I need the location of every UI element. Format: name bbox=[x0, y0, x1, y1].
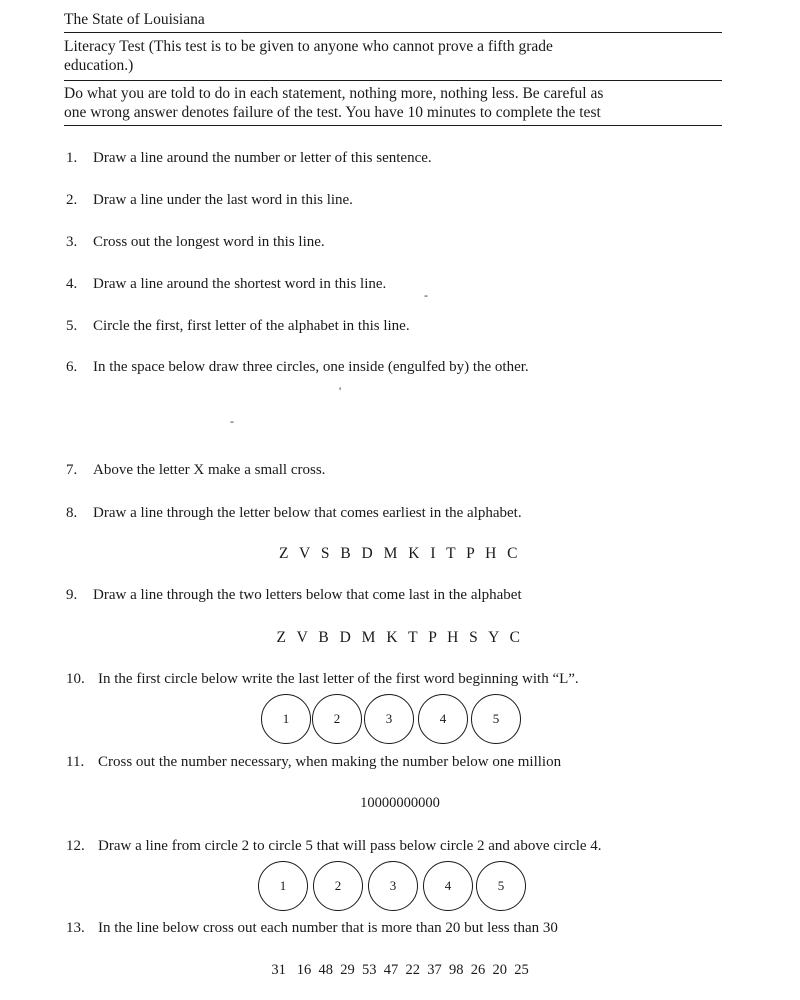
question-number: 12. bbox=[66, 838, 85, 854]
question-number: 4. bbox=[66, 276, 78, 292]
circle-1[interactable]: 1 bbox=[258, 861, 308, 911]
question-text: In the line below cross out each number that is more than 20 but less than 30 bbox=[98, 920, 558, 936]
circle-1[interactable]: 1 bbox=[261, 694, 311, 744]
header-rule-3 bbox=[64, 125, 722, 126]
question-number: 5. bbox=[66, 318, 78, 334]
drawing-space-q6[interactable] bbox=[90, 380, 710, 450]
question-number: 3. bbox=[66, 234, 78, 250]
question-text: Cross out the longest word in this line. bbox=[93, 234, 325, 250]
question-7[interactable] bbox=[66, 462, 325, 479]
question-number: 13. bbox=[66, 920, 85, 936]
question-10[interactable] bbox=[66, 671, 579, 688]
question-13[interactable] bbox=[66, 920, 558, 937]
circle-5[interactable]: 5 bbox=[471, 694, 521, 744]
question-number: 9. bbox=[66, 587, 78, 603]
question-text: In the first circle below write the last letter of the first word beginning with “L”. bbox=[98, 671, 579, 687]
stray-mark: - bbox=[424, 288, 428, 302]
instructions bbox=[64, 84, 722, 122]
question-4[interactable] bbox=[66, 276, 386, 293]
stray-mark: ' bbox=[339, 384, 342, 398]
question-number: 11. bbox=[66, 754, 85, 770]
question-number: 2. bbox=[66, 192, 78, 208]
question-6[interactable] bbox=[66, 359, 529, 376]
header-rule-1 bbox=[64, 32, 722, 33]
question-8[interactable] bbox=[66, 505, 522, 522]
question-number: 6. bbox=[66, 359, 78, 375]
question-9[interactable] bbox=[66, 587, 522, 604]
question-text: In the space below draw three circles, one inside (engulfed by) the other. bbox=[93, 359, 529, 375]
circle-5[interactable]: 5 bbox=[476, 861, 526, 911]
question-11[interactable] bbox=[66, 754, 561, 771]
instructions-line-2: one wrong answer denotes failure of the test. You have 10 minutes to complete the test bbox=[64, 104, 601, 121]
question-text: Circle the first, first letter of the alphabet in this line. bbox=[93, 318, 410, 334]
test-title bbox=[64, 37, 722, 75]
question-number: 10. bbox=[66, 671, 85, 687]
state-title: The State of Louisiana bbox=[64, 11, 205, 28]
question-2[interactable] bbox=[66, 192, 353, 209]
question-text: Draw a line around the shortest word in this line. bbox=[93, 276, 387, 292]
question-text: Cross out the number necessary, when making the number below one million bbox=[98, 754, 562, 770]
question-3[interactable] bbox=[66, 234, 325, 251]
header-rule-2 bbox=[64, 80, 722, 81]
question-text: Draw a line from circle 2 to circle 5 that will pass below circle 2 and above circle 4. bbox=[98, 838, 602, 854]
question-text: Above the letter X make a small cross. bbox=[93, 462, 326, 478]
number-sequence-q13[interactable]: 31 16 48 29 53 47 22 37 98 26 20 25 bbox=[271, 962, 529, 978]
circle-3[interactable]: 3 bbox=[364, 694, 414, 744]
question-number: 7. bbox=[66, 462, 78, 478]
question-1[interactable] bbox=[66, 150, 432, 167]
letter-sequence-q9[interactable]: Z V B D M K T P H S Y C bbox=[276, 629, 524, 646]
question-text: Draw a line around the number or letter of this sentence. bbox=[93, 150, 432, 166]
instructions-line-1: Do what you are told to do in each statement, nothing more, nothing less. Be careful as bbox=[64, 85, 604, 102]
test-title-line-1: Literacy Test (This test is to be given to anyone who cannot prove a fifth grade bbox=[64, 38, 553, 55]
question-number: 1. bbox=[66, 150, 78, 166]
circle-3[interactable]: 3 bbox=[368, 861, 418, 911]
circle-4[interactable]: 4 bbox=[418, 694, 468, 744]
question-number: 8. bbox=[66, 505, 78, 521]
question-5[interactable] bbox=[66, 318, 410, 335]
question-12[interactable] bbox=[66, 838, 602, 855]
circle-2[interactable]: 2 bbox=[313, 861, 363, 911]
letter-sequence-q8[interactable]: Z V S B D M K I T P H C bbox=[278, 545, 521, 562]
circle-4[interactable]: 4 bbox=[423, 861, 473, 911]
test-title-line-2: education.) bbox=[64, 57, 134, 74]
stray-mark: - bbox=[230, 414, 234, 428]
question-text: Draw a line through the two letters below that come last in the alphabet bbox=[93, 587, 522, 603]
number-q11[interactable]: 10000000000 bbox=[360, 795, 440, 811]
circle-2[interactable]: 2 bbox=[312, 694, 362, 744]
question-text: Draw a line through the letter below that comes earliest in the alphabet. bbox=[93, 505, 522, 521]
question-text: Draw a line under the last word in this line. bbox=[93, 192, 353, 208]
